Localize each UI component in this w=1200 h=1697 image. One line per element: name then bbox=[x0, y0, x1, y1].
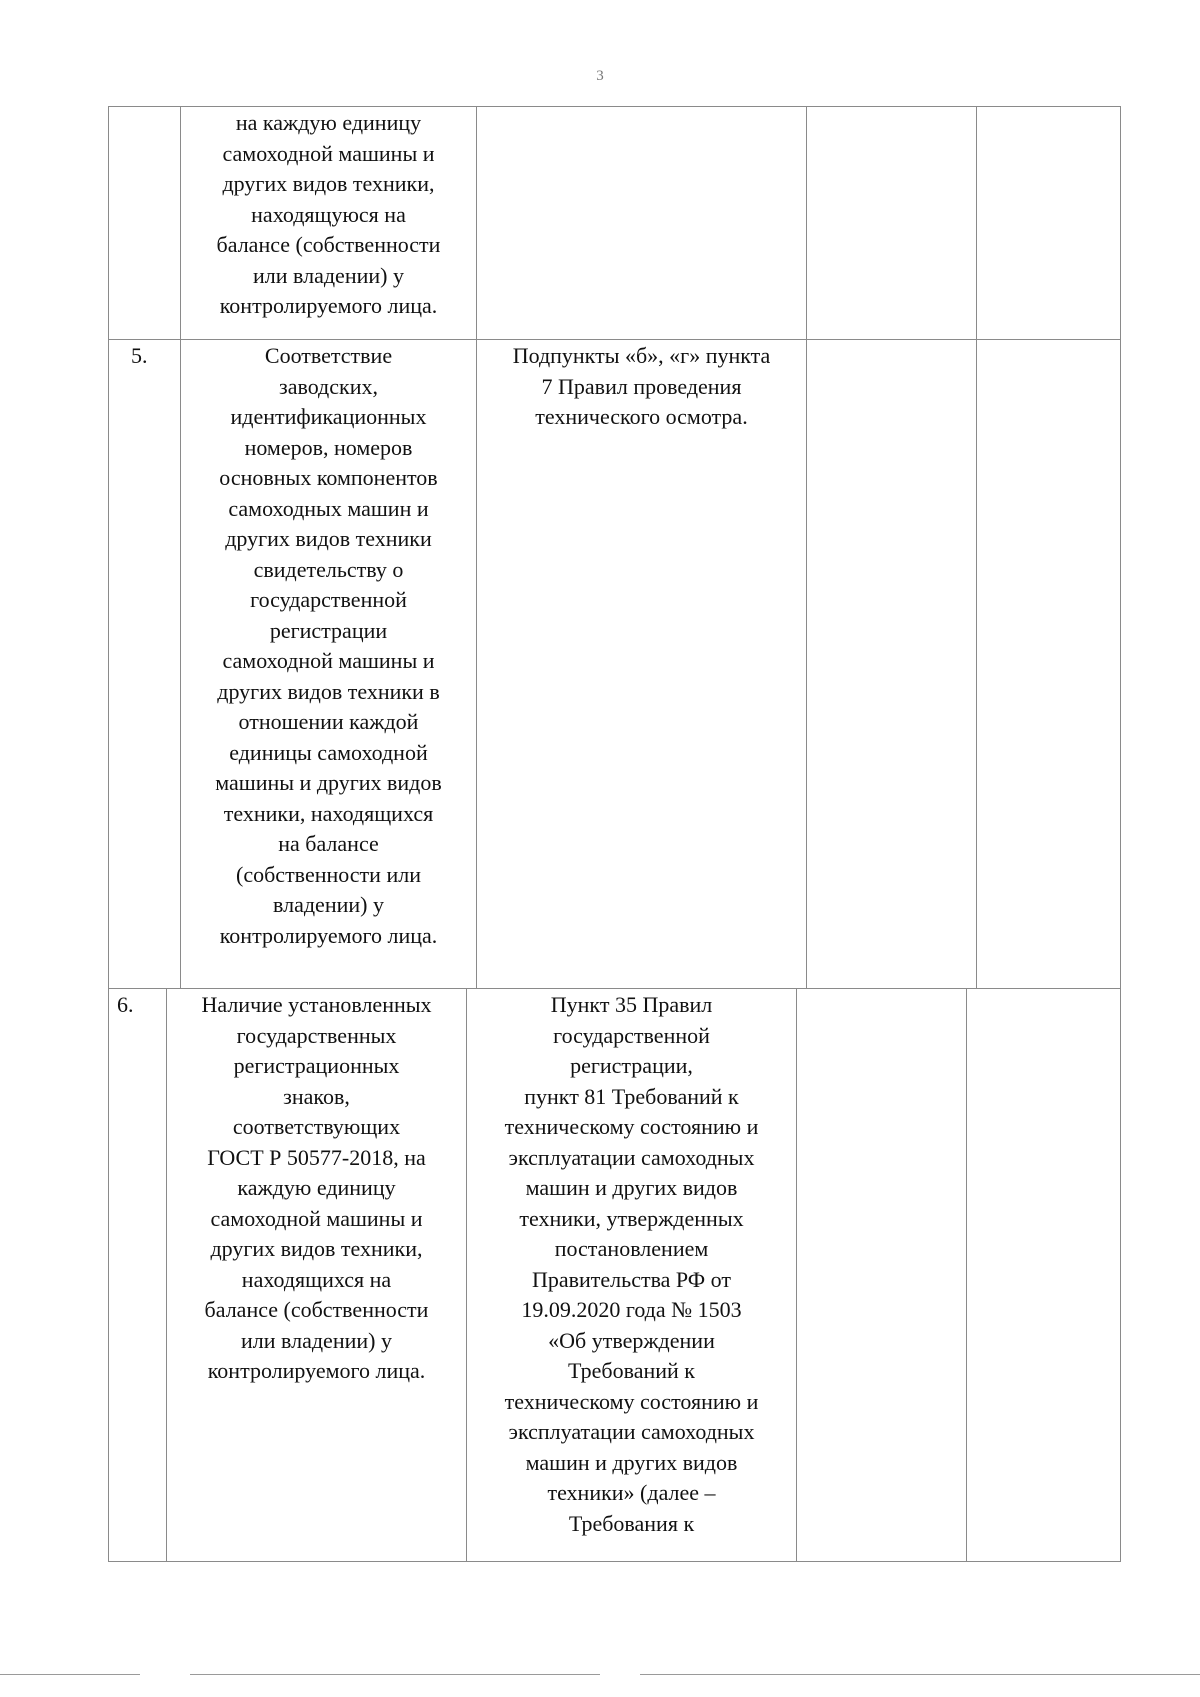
requirement-cell: Соответствие заводских, идентификационных номеров, номеров основных компонентов самоходных машин и других видов техники свидетельству о государственной регистрации самоходной машины и других видов техники в отношении каждой единицы самоходной машины и других видов техники, находящихся на балансе (собственности или владении) у контролируемого лица. bbox=[180, 340, 476, 988]
legal-reference-cell: Пункт 35 Правил государственной регистрации, пункт 81 Требований к техническому состоянию и эксплуатации самоходных машин и других видов техники, утвержденных постановлением Правительства РФ от 19.09.2020 года № 1503 «Об утверждении Требований к техническому состоянию и эксплуатации самоходных машин и других видов техники» (далее – Требования к bbox=[466, 989, 796, 1561]
row-number-cell bbox=[108, 107, 180, 339]
legal-reference-cell bbox=[476, 107, 806, 339]
scan-line bbox=[0, 1674, 140, 1675]
answer-cell bbox=[796, 989, 966, 1561]
table-row bbox=[108, 106, 1121, 339]
note-cell bbox=[966, 989, 1121, 1561]
note-cell bbox=[976, 107, 1121, 339]
answer-cell bbox=[806, 340, 976, 988]
row-number-cell: 6. bbox=[108, 989, 166, 1561]
legal-reference-cell: Подпункты «б», «г» пункта 7 Правил проведения технического осмотра. bbox=[476, 340, 806, 988]
page-number: 3 bbox=[596, 68, 604, 84]
note-cell bbox=[976, 340, 1121, 988]
answer-cell bbox=[806, 107, 976, 339]
requirement-cell: Наличие установленных государственных регистрационных знаков, соответствующих ГОСТ Р 50577-2018, на каждую единицу самоходной машины и других видов техники, находящихся на балансе (собственности или владении) у контролируемого лица. bbox=[166, 989, 466, 1561]
scan-line bbox=[640, 1674, 1200, 1675]
row-number-cell: 5. bbox=[108, 340, 180, 988]
table-row bbox=[108, 339, 1121, 988]
scan-line bbox=[190, 1674, 600, 1675]
table-row bbox=[108, 988, 1121, 1562]
requirement-cell: на каждую единицу самоходной машины и других видов техники, находящуюся на балансе (собственности или владении) у контролируемого лица. bbox=[180, 107, 476, 339]
